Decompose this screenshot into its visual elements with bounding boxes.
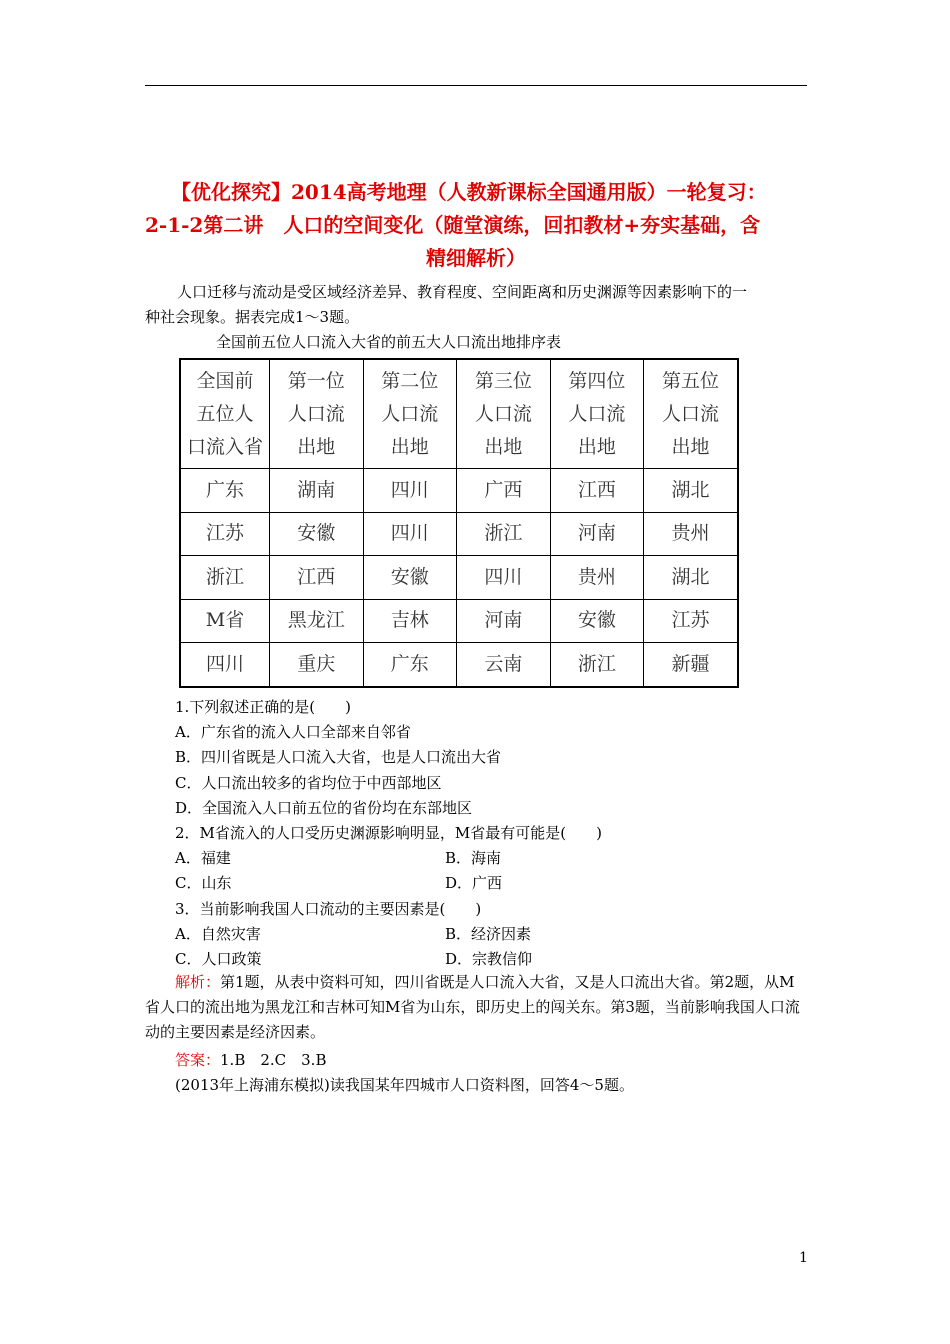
option-1c: C．人口流出较多的省均位于中西部地区 bbox=[175, 773, 442, 792]
option-3d: D．宗教信仰 bbox=[445, 950, 533, 969]
answer-line bbox=[175, 1048, 326, 1073]
analysis-text: 第1题，从表中资料可知，四川省既是人口流入大省，又是人口流出大省。第2题，从M省人口的流出地为黑龙江和吉林可知M省为山东，即历史上的闯关东。第3题，当前影响我国人口流动的主要因素是经济因素。 bbox=[145, 973, 800, 1041]
table-cell: 四川 bbox=[180, 643, 270, 687]
table-cell: M省 bbox=[180, 599, 270, 643]
table-cell: 安徽 bbox=[270, 512, 364, 556]
table-cell: 湖北 bbox=[644, 556, 738, 600]
table-cell: 吉林 bbox=[363, 599, 457, 643]
table-cell: 安徽 bbox=[550, 599, 644, 643]
table-cell: 江西 bbox=[550, 469, 644, 513]
option-3c: C．人口政策 bbox=[175, 950, 262, 969]
questions-section bbox=[175, 695, 805, 972]
option-1d: D．全国流入人口前五位的省份均在东部地区 bbox=[175, 798, 473, 817]
table-cell: 四川 bbox=[363, 469, 457, 513]
table-cell: 湖南 bbox=[270, 469, 364, 513]
table-cell: 贵州 bbox=[644, 512, 738, 556]
question-3: 3．当前影响我国人口流动的主要因素是( ) bbox=[175, 899, 482, 918]
question-2: 2．M省流入的人口受历史渊源影响明显，M省最有可能是( ) bbox=[175, 824, 602, 843]
table-cell: 贵州 bbox=[550, 556, 644, 600]
option-row bbox=[175, 871, 805, 896]
option-1a: A．广东省的流入人口全部来自邻省 bbox=[175, 723, 411, 742]
option-1b: B．四川省既是人口流入大省，也是人口流出大省 bbox=[175, 748, 502, 767]
table-row bbox=[180, 599, 738, 643]
table-cell: 江苏 bbox=[644, 599, 738, 643]
title-line-3: 精细解析） bbox=[426, 246, 526, 270]
table-cell: 江苏 bbox=[180, 512, 270, 556]
table-cell: 四川 bbox=[363, 512, 457, 556]
option-2c: C．山东 bbox=[175, 874, 232, 893]
table-header-cell: 第三位 人口流 出地 bbox=[457, 359, 551, 469]
table-header-cell: 第四位 人口流 出地 bbox=[550, 359, 644, 469]
table-cell: 安徽 bbox=[363, 556, 457, 600]
title-line-2: 2-1-2第二讲 人口的空间变化（随堂演练，回扣教材+夯实基础，含 bbox=[145, 213, 761, 237]
option-2b: B．海南 bbox=[445, 849, 502, 868]
table-cell: 浙江 bbox=[457, 512, 551, 556]
header-rule bbox=[145, 85, 807, 86]
title-line-1: 【优化探究】2014高考地理（人教新课标全国通用版）一轮复习： bbox=[171, 180, 767, 204]
answer-text: 1.B 2.C 3.B bbox=[220, 1051, 327, 1069]
document-title bbox=[145, 176, 807, 275]
population-flow-table bbox=[179, 358, 739, 688]
intro-line-2: 种社会现象。据表完成1～3题。 bbox=[145, 308, 360, 326]
page-number: 1 bbox=[799, 1250, 808, 1266]
table-cell: 浙江 bbox=[550, 643, 644, 687]
table-cell: 重庆 bbox=[270, 643, 364, 687]
source-line: (2013年上海浦东模拟)读我国某年四城市人口资料图，回答4～5题。 bbox=[175, 1076, 634, 1094]
option-row bbox=[175, 947, 805, 972]
intro-line-1: 人口迁移与流动是受区域经济差异、教育程度、空间距离和历史渊源等因素影响下的一 bbox=[177, 283, 748, 301]
table-cell: 四川 bbox=[457, 556, 551, 600]
intro-paragraph bbox=[145, 280, 807, 330]
question-1: 1.下列叙述正确的是( ) bbox=[175, 698, 352, 716]
option-row bbox=[175, 846, 805, 871]
option-2d: D．广西 bbox=[445, 874, 503, 893]
table-cell: 江西 bbox=[270, 556, 364, 600]
table-header-cell: 全国前 五位人 口流入省 bbox=[180, 359, 270, 469]
table-cell: 新疆 bbox=[644, 643, 738, 687]
table-cell: 黑龙江 bbox=[270, 599, 364, 643]
table-header-cell: 第一位 人口流 出地 bbox=[270, 359, 364, 469]
analysis-label: 解析： bbox=[175, 973, 221, 991]
table-cell: 云南 bbox=[457, 643, 551, 687]
table-cell: 广东 bbox=[363, 643, 457, 687]
option-2a: A．福建 bbox=[175, 849, 231, 868]
table-header-row bbox=[180, 359, 738, 469]
table-cell: 广西 bbox=[457, 469, 551, 513]
option-3b: B．经济因素 bbox=[445, 924, 532, 943]
analysis-section bbox=[145, 970, 807, 1045]
table-row bbox=[180, 643, 738, 687]
table-cell: 广东 bbox=[180, 469, 270, 513]
table-header-cell: 第二位 人口流 出地 bbox=[363, 359, 457, 469]
table-row bbox=[180, 556, 738, 600]
table-cell: 湖北 bbox=[644, 469, 738, 513]
table-row bbox=[180, 469, 738, 513]
table-cell: 河南 bbox=[457, 599, 551, 643]
table-header-cell: 第五位 人口流 出地 bbox=[644, 359, 738, 469]
table-row bbox=[180, 512, 738, 556]
answer-label: 答案： bbox=[175, 1051, 221, 1069]
option-3a: A．自然灾害 bbox=[175, 924, 261, 943]
table-cell: 河南 bbox=[550, 512, 644, 556]
option-row bbox=[175, 922, 805, 947]
table-cell: 浙江 bbox=[180, 556, 270, 600]
table-caption: 全国前五位人口流入大省的前五大人口流出地排序表 bbox=[216, 333, 562, 351]
